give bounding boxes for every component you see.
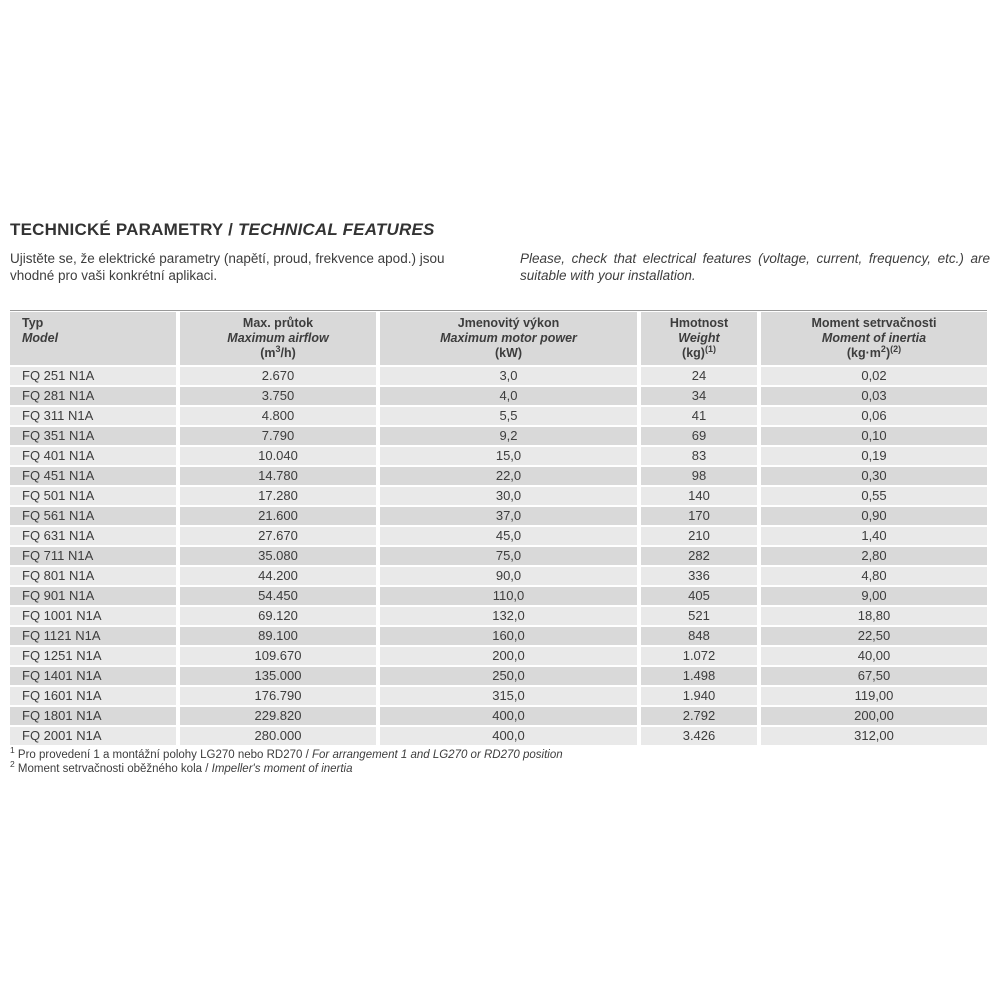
power-cell: 200,0 xyxy=(380,647,637,665)
power-cell: 90,0 xyxy=(380,567,637,585)
weight-cell: 210 xyxy=(641,527,757,545)
table-row xyxy=(10,647,987,665)
inertia-cell: 312,00 xyxy=(761,727,987,745)
airflow-cell: 54.450 xyxy=(180,587,376,605)
table-row xyxy=(10,707,987,725)
technical-parameters-table xyxy=(10,310,987,747)
model-cell: FQ 801 N1A xyxy=(10,567,176,585)
column-label-english: Moment of inertia xyxy=(821,331,927,345)
weight-cell: 282 xyxy=(641,547,757,565)
weight-cell: 98 xyxy=(641,467,757,485)
column-label-czech: Typ xyxy=(22,316,44,330)
power-cell: 110,0 xyxy=(380,587,637,605)
table-header-row xyxy=(10,312,987,365)
power-cell: 4,0 xyxy=(380,387,637,405)
column-label-czech: Jmenovitý výkon xyxy=(457,316,560,330)
table-row xyxy=(10,607,987,625)
column-unit: $(m^3/h)$ xyxy=(260,343,296,360)
inertia-cell: 0,30 xyxy=(761,467,987,485)
column-label-czech: Max. průtok xyxy=(242,316,314,330)
column-header-1 xyxy=(10,312,176,365)
column-label-english: Maximum motor power xyxy=(440,331,577,345)
inertia-cell: 4,80 xyxy=(761,567,987,585)
power-cell: 250,0 xyxy=(380,667,637,685)
model-cell: FQ 351 N1A xyxy=(10,427,176,445)
column-header-3 xyxy=(380,312,637,365)
power-cell: 5,5 xyxy=(380,407,637,425)
inertia-cell: 0,06 xyxy=(761,407,987,425)
weight-cell: 83 xyxy=(641,447,757,465)
page-title-czech: TECHNICKÉ PARAMETRY xyxy=(10,220,224,239)
airflow-cell: 27.670 xyxy=(180,527,376,545)
model-cell: FQ 631 N1A xyxy=(10,527,176,545)
column-header-5 xyxy=(761,312,987,365)
airflow-cell: 69.120 xyxy=(180,607,376,625)
table-row xyxy=(10,527,987,545)
power-cell: 400,0 xyxy=(380,727,637,745)
power-cell: 400,0 xyxy=(380,707,637,725)
airflow-cell: 7.790 xyxy=(180,427,376,445)
intro-czech: Ujistěte se, že elektrické parametry (napětí, proud, frekvence apod.) jsou vhodné pro vaši konkrétní aplikaci. xyxy=(10,251,445,283)
footnote-marker: 1 xyxy=(10,745,15,756)
model-cell: FQ 561 N1A xyxy=(10,507,176,525)
power-cell: 75,0 xyxy=(380,547,637,565)
weight-cell: 336 xyxy=(641,567,757,585)
inertia-cell: 119,00 xyxy=(761,687,987,705)
airflow-cell: 280.000 xyxy=(180,727,376,745)
power-cell: 22,0 xyxy=(380,467,637,485)
inertia-cell: 9,00 xyxy=(761,587,987,605)
table-row xyxy=(10,727,987,745)
model-cell: FQ 711 N1A xyxy=(10,547,176,565)
column-label-czech: Hmotnost xyxy=(669,316,729,330)
model-cell: FQ 1801 N1A xyxy=(10,707,176,725)
airflow-cell: 10.040 xyxy=(180,447,376,465)
page-title xyxy=(10,220,435,240)
inertia-cell: 0,10 xyxy=(761,427,987,445)
airflow-cell: 14.780 xyxy=(180,467,376,485)
column-label-english: Weight xyxy=(678,331,720,345)
model-cell: FQ 311 N1A xyxy=(10,407,176,425)
footnote-english: Impeller's moment of inertia xyxy=(211,763,353,775)
inertia-cell: 22,50 xyxy=(761,627,987,645)
table-row xyxy=(10,367,987,385)
inertia-cell: 200,00 xyxy=(761,707,987,725)
model-cell: FQ 451 N1A xyxy=(10,467,176,485)
power-cell: 9,2 xyxy=(380,427,637,445)
page-title-separator: / xyxy=(223,220,238,239)
table-row xyxy=(10,587,987,605)
column-header-2 xyxy=(180,312,376,365)
table-row xyxy=(10,427,987,445)
weight-cell: 521 xyxy=(641,607,757,625)
column-header-4 xyxy=(641,312,757,365)
table-row xyxy=(10,687,987,705)
weight-cell: 405 xyxy=(641,587,757,605)
model-cell: FQ 501 N1A xyxy=(10,487,176,505)
airflow-cell: 3.750 xyxy=(180,387,376,405)
table-row xyxy=(10,407,987,425)
table-row xyxy=(10,487,987,505)
airflow-cell: 17.280 xyxy=(180,487,376,505)
inertia-cell: 40,00 xyxy=(761,647,987,665)
table-row xyxy=(10,627,987,645)
weight-cell: 41 xyxy=(641,407,757,425)
model-cell: FQ 251 N1A xyxy=(10,367,176,385)
column-unit: (kg)$^{(1)}$ xyxy=(682,343,716,360)
power-cell: 132,0 xyxy=(380,607,637,625)
column-label-english: Maximum airflow xyxy=(227,331,329,345)
model-cell: FQ 1121 N1A xyxy=(10,627,176,645)
airflow-cell: 176.790 xyxy=(180,687,376,705)
column-label-english: Model xyxy=(22,331,59,345)
inertia-cell: 18,80 xyxy=(761,607,987,625)
model-cell: FQ 1401 N1A xyxy=(10,667,176,685)
model-cell: FQ 2001 N1A xyxy=(10,727,176,745)
airflow-cell: 109.670 xyxy=(180,647,376,665)
weight-cell: 848 xyxy=(641,627,757,645)
weight-cell: 170 xyxy=(641,507,757,525)
intro-paragraphs xyxy=(10,250,990,284)
airflow-cell: 35.080 xyxy=(180,547,376,565)
footnote-marker: 2 xyxy=(10,759,15,770)
weight-cell: 1.072 xyxy=(641,647,757,665)
model-cell: FQ 401 N1A xyxy=(10,447,176,465)
weight-cell: 140 xyxy=(641,487,757,505)
power-cell: 160,0 xyxy=(380,627,637,645)
page-title-english: TECHNICAL FEATURES xyxy=(237,220,435,239)
weight-cell: 24 xyxy=(641,367,757,385)
power-cell: 3,0 xyxy=(380,367,637,385)
weight-cell: 2.792 xyxy=(641,707,757,725)
model-cell: FQ 1001 N1A xyxy=(10,607,176,625)
power-cell: 315,0 xyxy=(380,687,637,705)
inertia-cell: 0,02 xyxy=(761,367,987,385)
table-row xyxy=(10,567,987,585)
column-unit: $(kg\cdot m^2)^{(2)}$ xyxy=(846,343,902,360)
footnote-english: For arrangement 1 and LG270 or RD270 position xyxy=(312,749,563,761)
inertia-cell: 0,19 xyxy=(761,447,987,465)
footnotes xyxy=(10,745,980,776)
inertia-cell: 67,50 xyxy=(761,667,987,685)
column-unit: (kW) xyxy=(494,346,523,360)
airflow-cell: 4.800 xyxy=(180,407,376,425)
inertia-cell: 0,55 xyxy=(761,487,987,505)
inertia-cell: 2,80 xyxy=(761,547,987,565)
airflow-cell: 135.000 xyxy=(180,667,376,685)
airflow-cell: 229.820 xyxy=(180,707,376,725)
weight-cell: 1.940 xyxy=(641,687,757,705)
column-label-czech: Moment setrvačnosti xyxy=(811,316,937,330)
table-row xyxy=(10,667,987,685)
model-cell: FQ 901 N1A xyxy=(10,587,176,605)
table-row xyxy=(10,467,987,485)
power-cell: 30,0 xyxy=(380,487,637,505)
weight-cell: 34 xyxy=(641,387,757,405)
power-cell: 45,0 xyxy=(380,527,637,545)
footnote-1: $^1$ Pro provedení 1 a montážní polohy LG270 nebo RD270 / For arrangement 1 and LG270 or RD270 position xyxy=(10,745,563,761)
airflow-cell: 89.100 xyxy=(180,627,376,645)
intro-english: Please, check that electrical features (voltage, current, frequency, etc.) are suitable with your installation. xyxy=(520,251,990,283)
table-row xyxy=(10,507,987,525)
table-row xyxy=(10,447,987,465)
airflow-cell: 2.670 xyxy=(180,367,376,385)
model-cell: FQ 1601 N1A xyxy=(10,687,176,705)
weight-cell: 3.426 xyxy=(641,727,757,745)
table-body xyxy=(10,367,987,745)
inertia-cell: 0,90 xyxy=(761,507,987,525)
weight-cell: 1.498 xyxy=(641,667,757,685)
model-cell: FQ 281 N1A xyxy=(10,387,176,405)
table-row xyxy=(10,387,987,405)
footnote-2: $^2$ Moment setrvačnosti oběžného kola / Impeller's moment of inertia xyxy=(10,759,353,775)
airflow-cell: 21.600 xyxy=(180,507,376,525)
inertia-cell: 0,03 xyxy=(761,387,987,405)
inertia-cell: 1,40 xyxy=(761,527,987,545)
table-row xyxy=(10,547,987,565)
power-cell: 15,0 xyxy=(380,447,637,465)
power-cell: 37,0 xyxy=(380,507,637,525)
model-cell: FQ 1251 N1A xyxy=(10,647,176,665)
weight-cell: 69 xyxy=(641,427,757,445)
airflow-cell: 44.200 xyxy=(180,567,376,585)
